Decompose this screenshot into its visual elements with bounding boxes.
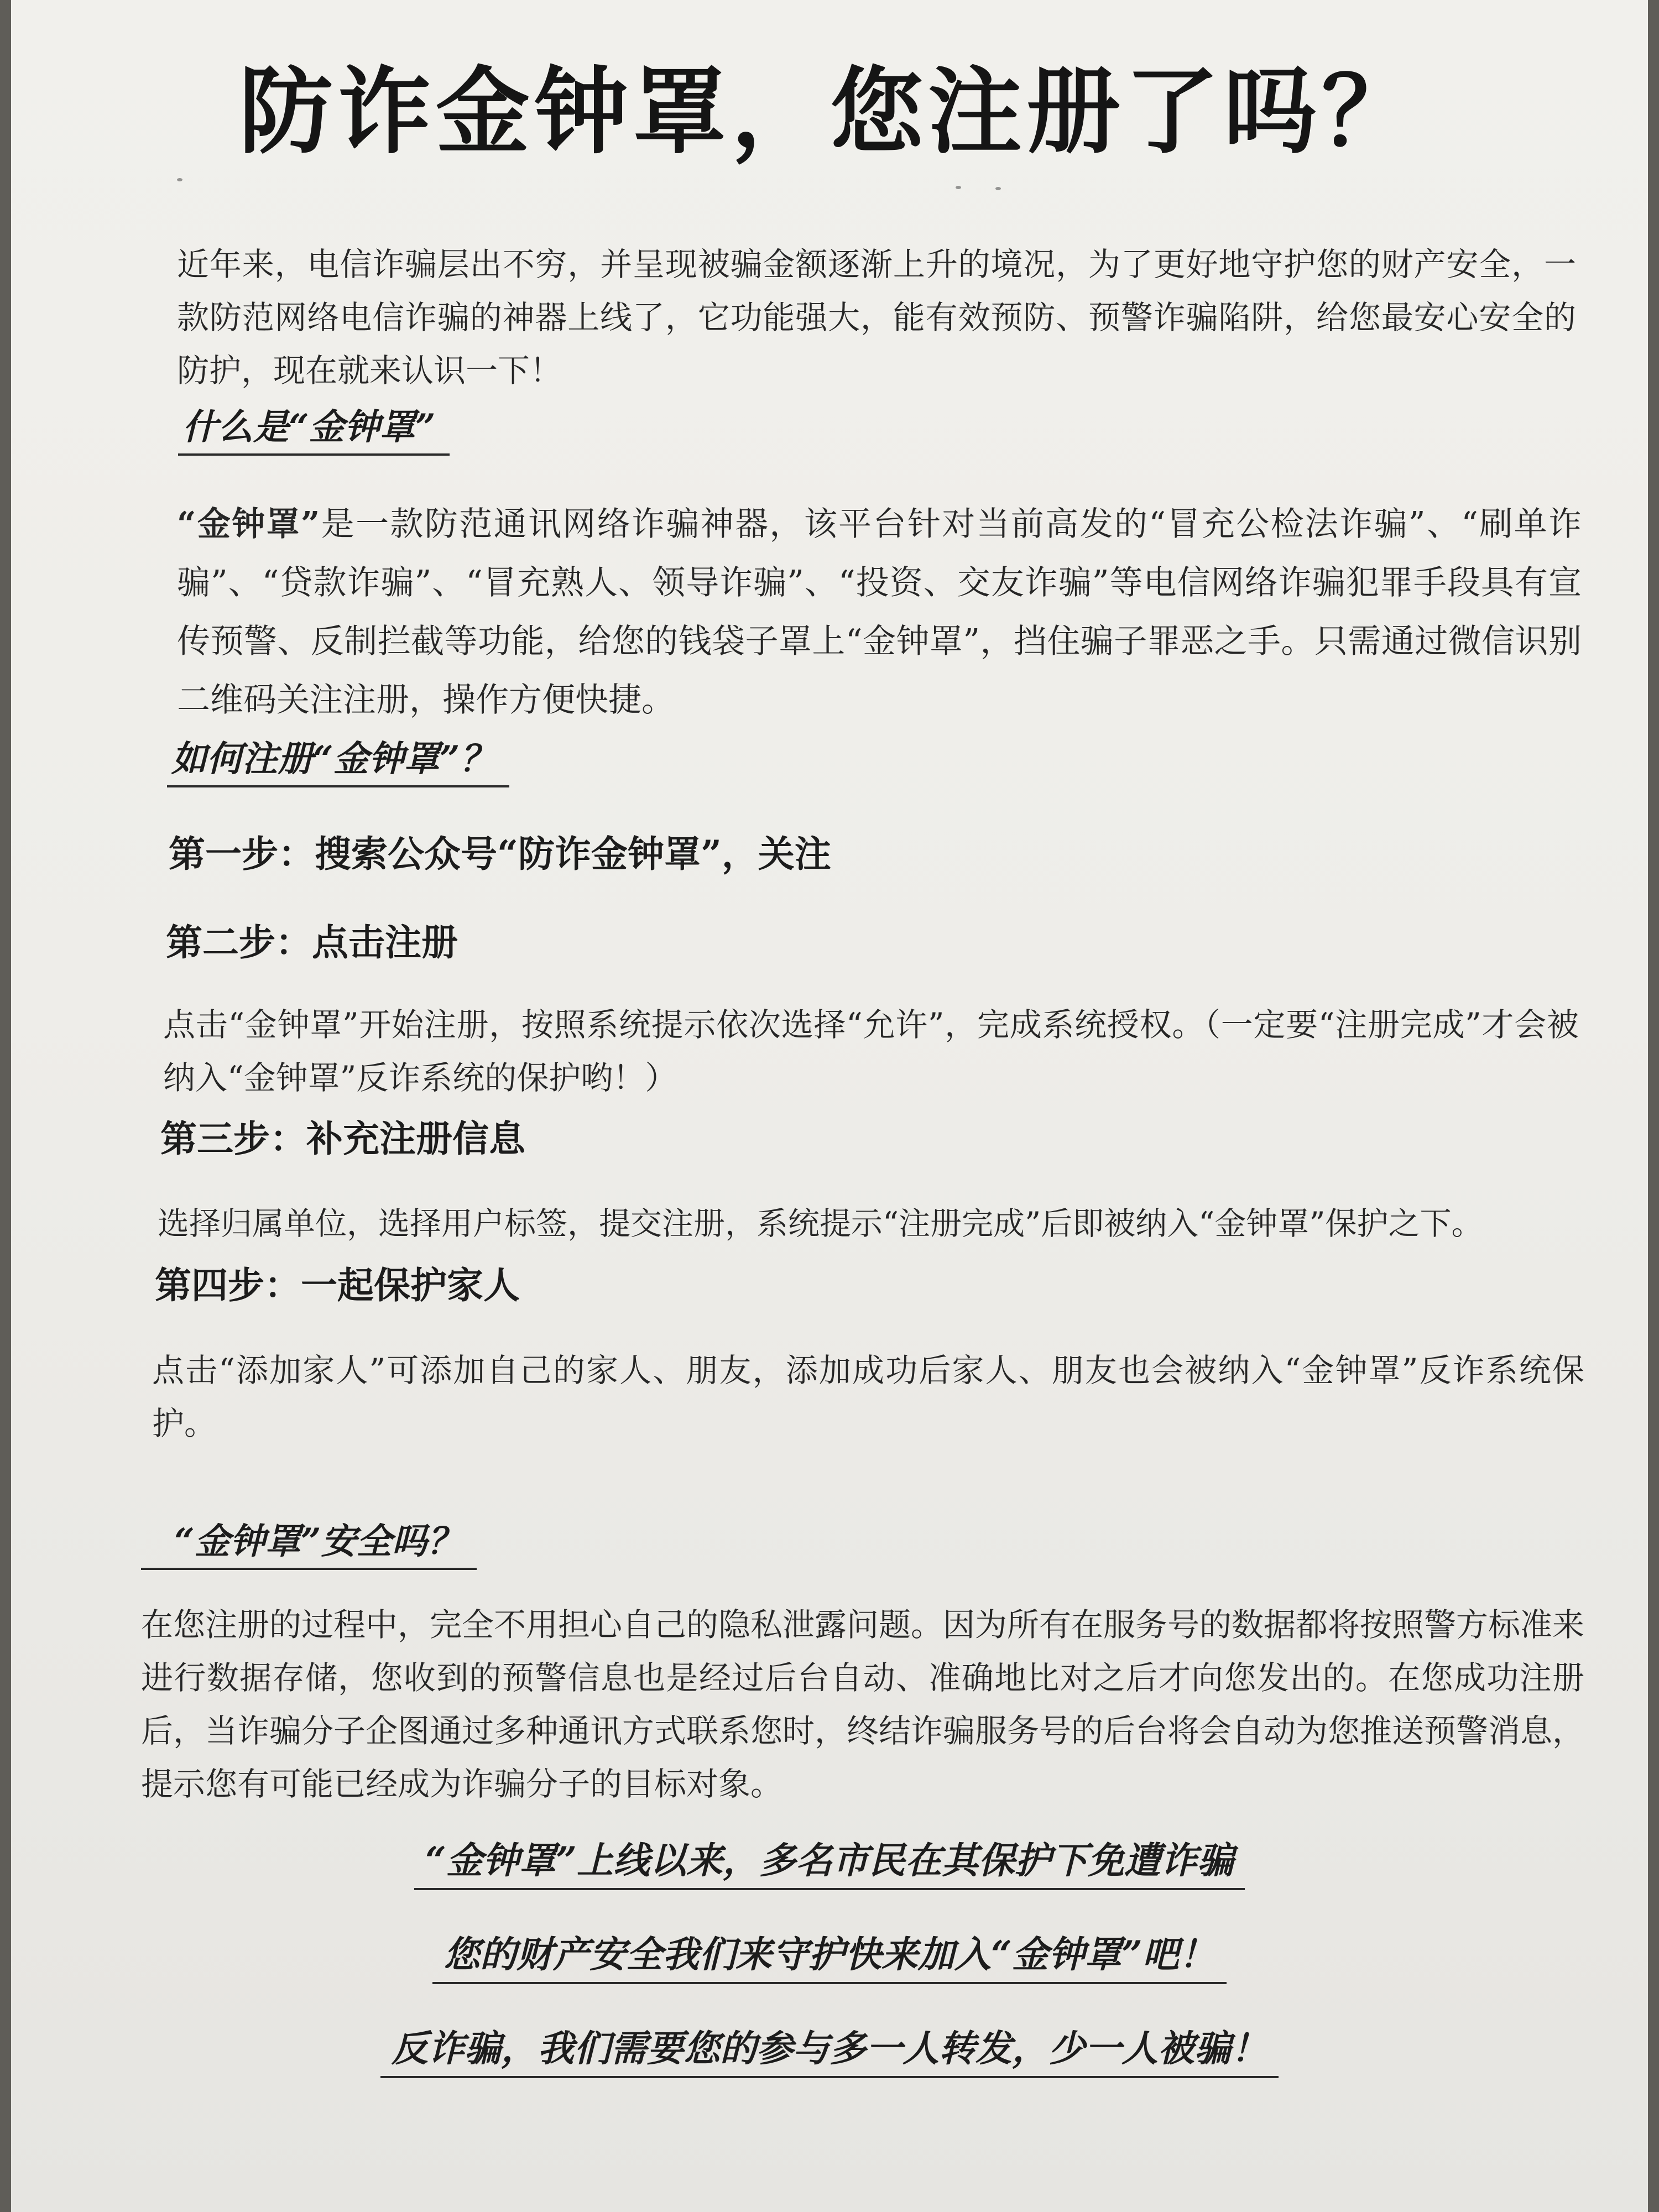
step-2-title: 第二步：点击注册 [166, 921, 458, 964]
heading-how-to-text: 如何注册“金钟罩”？ [171, 738, 495, 780]
ink-speck [995, 187, 1001, 190]
heading-underline [141, 1568, 477, 1570]
flyer-page [11, 0, 1648, 2212]
is-safe-paragraph: 在您注册的过程中，完全不用担心自己的隐私泄露问题。因为所有在服务号的数据都将按照警方标准来进行数据存储，您收到的预警信息也是经过后台自动、准确地比对之后才向您发出的。在您成功注册后，当诈骗分子企图通过多种通讯方式联系您时，终结诈骗服务号的后台将会自动为您推送预警消息，提示您有可能已经成为诈骗分子的目标对象。 [141, 1606, 1585, 1803]
ink-speck [177, 178, 182, 181]
heading-what-is [182, 406, 436, 449]
heading-is-safe [174, 1521, 463, 1563]
intro-paragraph: 近年来，电信诈骗层出不穷，并呈现被骗金额逐渐上升的境况，为了更好地守护您的财产安全，一款防范网络电信诈骗的神器上线了，它功能强大，能有效预防、预警诈骗陷阱，给您最安心安全的防护，现在就来认识一下！ [177, 246, 1576, 389]
what-is-paragraph [177, 495, 1582, 729]
heading-underline [178, 453, 450, 456]
closing-line-3-text: 反诈骗，我们需要您的参与多一人转发，少一人被骗！ [380, 2027, 1279, 2078]
closing-line-3 [11, 2027, 1648, 2078]
heading-what-is-text: 什么是“金钟罩” [182, 406, 436, 448]
what-is-lead: “金钟罩” [177, 505, 320, 544]
closing-line-2-text: 您的财产安全我们来守护快来加入“金钟罩”吧！ [432, 1933, 1227, 1984]
heading-underline [167, 785, 509, 787]
heading-is-safe-text: “金钟罩”安全吗？ [174, 1521, 463, 1562]
step-2-text: 点击“金钟罩”开始注册，按照系统提示依次选择“允许”，完成系统授权。（一定要“注册完成”才会被纳入“金钟罩”反诈系统的保护哟！） [163, 1006, 1579, 1097]
step-1-title: 第一步：搜索公众号“防诈金钟罩”，关注 [169, 832, 831, 875]
step-3-text: 选择归属单位，选择用户标签，提交注册，系统提示“注册完成”后即被纳入“金钟罩”保护之下。 [158, 1206, 1483, 1242]
page-title: 防诈金钟罩，您注册了吗？ [238, 56, 1420, 167]
closing-line-1-text: “金钟罩”上线以来，多名市民在其保护下免遭诈骗 [414, 1839, 1245, 1890]
step-4-title: 第四步：一起保护家人 [155, 1264, 520, 1307]
ink-speck [956, 186, 961, 189]
what-is-body: 是一款防范通讯网络诈骗神器，该平台针对当前高发的“冒充公检法诈骗”、“刷单诈骗”、“贷款诈骗”、“冒充熟人、领导诈骗”、“投资、交友诈骗”等电信网络诈骗犯罪手段具有宣传预警、反制拦截等功能，给您的钱袋子罩上“金钟罩”，挡住骗子罪恶之手。只需通过微信识别二维码关注注册，操作方便快捷。 [177, 505, 1582, 719]
closing-line-1 [11, 1839, 1648, 1890]
step-3-title: 第三步：补充注册信息 [160, 1117, 525, 1160]
closing-line-2 [11, 1933, 1648, 1984]
step-4-text: 点击“添加家人”可添加自己的家人、朋友，添加成功后家人、朋友也会被纳入“金钟罩”反诈系统保护。 [152, 1352, 1584, 1442]
heading-how-to [171, 738, 495, 781]
